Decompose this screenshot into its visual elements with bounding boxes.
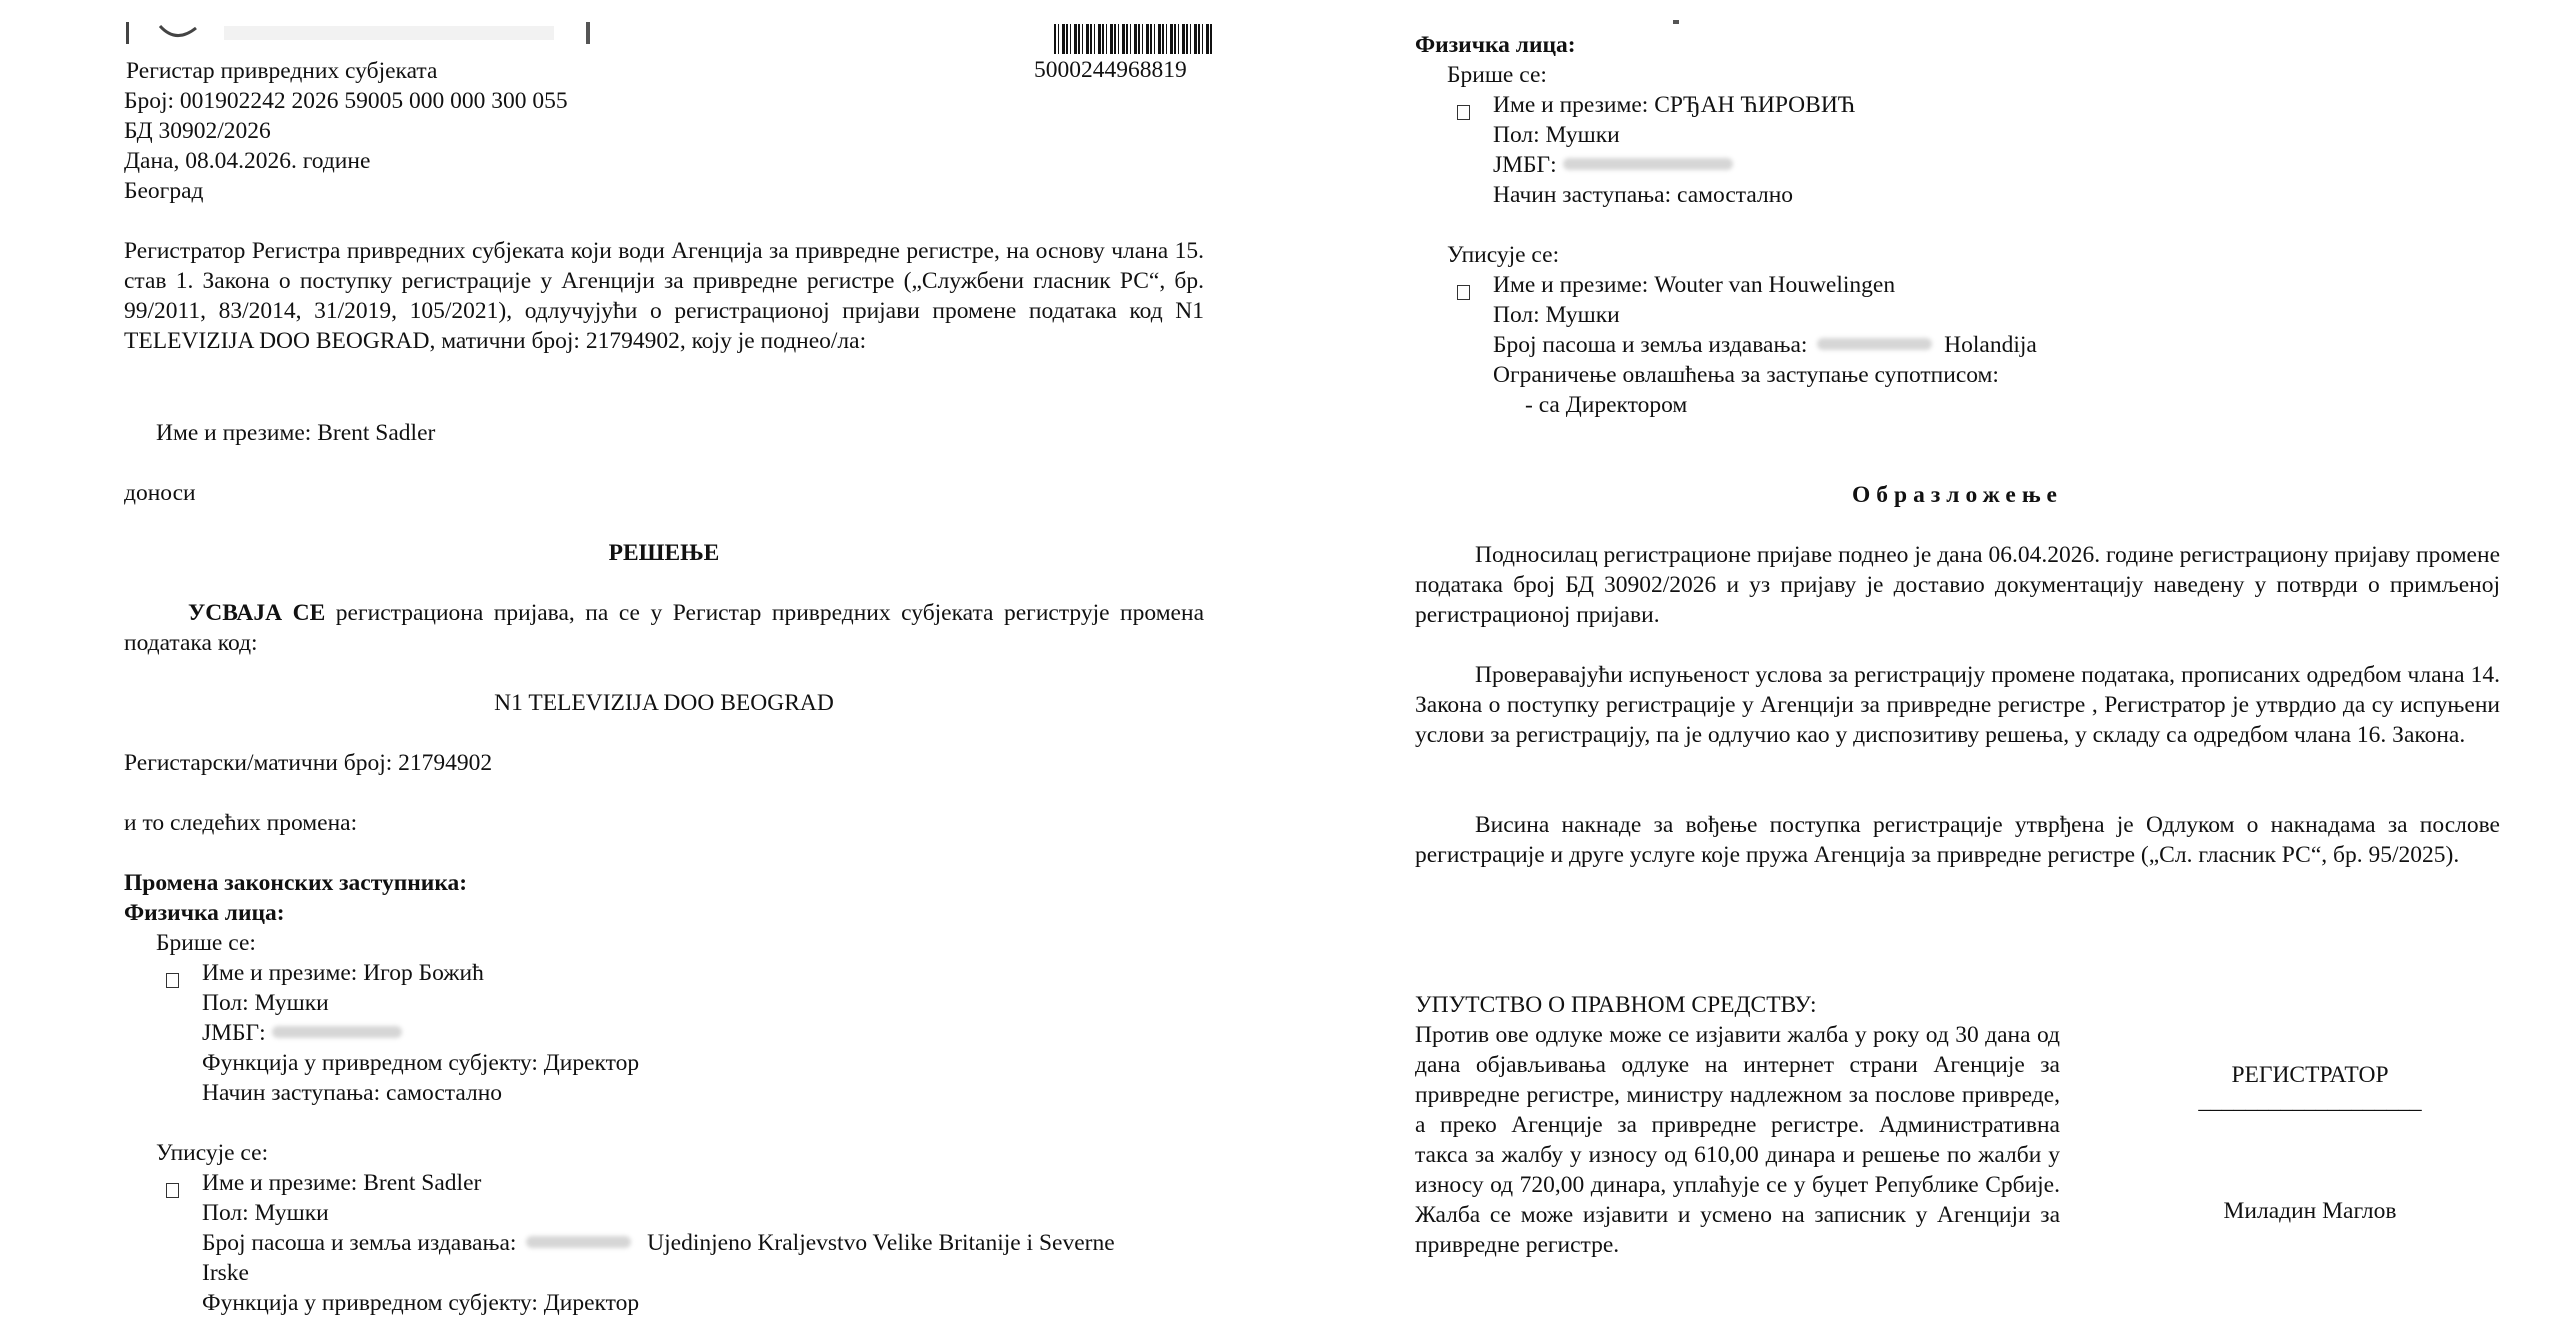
document-number: Број: 001902242 2026 59005 000 000 300 055	[124, 88, 568, 114]
decision-text: регистрациона пријава, па се у Регистар привредних субјеката региструје промена података код:	[124, 600, 1204, 656]
added-gender: Пол: Мушки	[1493, 302, 1620, 328]
persons-title: Физичка лица:	[124, 900, 285, 926]
cosign-director: - са Директором	[1525, 392, 1688, 418]
barcode-number: 5000244968819	[1034, 57, 1187, 83]
passport-label: Број пасоша и земља издавања:	[202, 1230, 517, 1256]
bullet-icon	[1457, 97, 1470, 127]
removed-function: Функција у привредном субјекту: Директор	[202, 1050, 640, 1076]
passport-country: Holandija	[1944, 332, 2037, 358]
removed-gender: Пол: Мушки	[1493, 122, 1620, 148]
decision-title: РЕШЕЊЕ	[608, 540, 720, 566]
passport-country: Ujedinjeno Kraljevstvo Velike Britanije i Severne	[647, 1230, 1115, 1256]
removed-heading: Брише се:	[156, 930, 256, 956]
section-title: Промена законских заступника:	[124, 870, 468, 896]
added-passport	[202, 1228, 1115, 1258]
changes-intro: и то следећих промена:	[124, 810, 358, 836]
bullet-icon	[166, 965, 179, 995]
removed-jmbg	[202, 1018, 402, 1048]
jmbg-label: ЈМБГ:	[1493, 152, 1557, 178]
removed-gender: Пол: Мушки	[202, 990, 329, 1016]
legal-remedy-text: Против ове одлуке може се изјавити жалба у року од 30 дана од дана објављивања одлуке на интернет страни Агенције за привредне регистре, министру надлежном за послове привреде, а преко Агенције за привредне регистре. Административна такса за жалбу у износу од 610,00 динара и решење по жалби у износу од 720,00 динара, уплаћује се у буџет Републике Србије. Жалба се може изјавити и усмено на записник у Агенцији за привредне регистре.	[1415, 1022, 2060, 1258]
cutoff-mark	[1673, 20, 1679, 24]
redacted-passport	[526, 1236, 631, 1248]
bd-number: БД 30902/2026	[124, 118, 271, 144]
removed-representation: Начин заступања: самостално	[202, 1080, 503, 1106]
added-passport	[1493, 330, 2037, 360]
intro-paragraph: Регистратор Регистра привредних субјеката који води Агенција за привредне регистре, на основу члана 15. став 1. Закона о поступку регистрације у Агенцији за привредне регистре („Службени гласник РС“, бр. 99/2011, 83/2014, 31/2019, 105/2021), одлучујући о регистрационој пријави промене података код N1 TELEVIZIJA DOO BEOGRAD, матични број: 21794902, коју је поднео/ла:	[124, 238, 1204, 354]
cosign-limitation: Ограничење овлашћења за заступање супотписом:	[1493, 362, 1999, 388]
decision-lead: УСВАЈА СЕ	[188, 600, 326, 626]
reasoning-paragraph-2: Проверавајући испуњеност услова за регистрацију промене података, прописаних одредбом члана 14. Закона о поступку регистрације у Агенцији за привредне регистре , Регистратор је утврдио да су испуњени услови за регистрацију, па је одлучио као у диспозитиву решења, у складу са одредбом члана 16. Закона.	[1415, 662, 2500, 748]
added-gender: Пол: Мушки	[202, 1200, 329, 1226]
company-name: N1 TELEVIZIJA DOO BEOGRAD	[494, 690, 834, 716]
registrar-title: РЕГИСТРАТОР	[2231, 1062, 2389, 1088]
legal-remedy-title: УПУТСТВО О ПРАВНОМ СРЕДСТВУ:	[1415, 992, 1817, 1018]
document-city: Београд	[124, 178, 204, 204]
added-function: Функција у привредном субјекту: Директор	[202, 1290, 640, 1316]
registration-number: Регистарски/матични број: 21794902	[124, 750, 493, 776]
jmbg-label: ЈМБГ:	[202, 1020, 266, 1046]
redacted-jmbg	[1563, 158, 1733, 170]
decision-paragraph	[124, 598, 1204, 658]
passport-country-continued: Irske	[202, 1260, 249, 1286]
removed-name: Име и презиме: Игор Божић	[202, 960, 484, 986]
applicant-name: Име и презиме: Brent Sadler	[156, 420, 436, 446]
added-name: Име и презиме: Wouter van Houwelingen	[1493, 272, 1896, 298]
left-page	[124, 0, 1212, 1325]
registrar-name: Миладин Маглов	[2223, 1198, 2397, 1224]
signature-line: ___________________	[2198, 1088, 2422, 1114]
removed-representation: Начин заступања: самостално	[1493, 182, 1794, 208]
document-date: Дана, 08.04.2026. године	[124, 148, 371, 174]
bullet-icon	[166, 1175, 179, 1205]
reasoning-title: Образложење	[1852, 482, 2063, 508]
added-heading: Уписује се:	[156, 1140, 269, 1166]
right-page	[1415, 0, 2505, 1325]
removed-jmbg	[1493, 150, 1733, 180]
barcode	[1054, 24, 1212, 54]
added-heading: Уписује се:	[1447, 242, 1560, 268]
added-name: Име и презиме: Brent Sadler	[202, 1170, 482, 1196]
reasoning-paragraph-1: Подносилац регистрационе пријаве поднео је дана 06.04.2026. године регистрациону пријаву промене података број БД 30902/2026 и уз пријаву је доставио документацију наведену у потврди о примљеној регистрационој пријави.	[1415, 542, 2500, 628]
redacted-jmbg	[272, 1026, 402, 1038]
passport-label: Број пасоша и земља издавања:	[1493, 332, 1808, 358]
donosi-text: доноси	[124, 480, 196, 506]
logo-fragment	[124, 0, 594, 48]
removed-name: Име и презиме: СРЂАН ЋИРОВИЋ	[1493, 92, 1856, 118]
reasoning-paragraph-3: Висина накнаде за вођење поступка регистрације утврђена је Одлуком о накнадама за послове регистрације и друге услуге које пружа Агенција за привредне регистре („Сл. гласник РС“, бр. 95/2025).	[1415, 812, 2500, 868]
persons-title: Физичка лица:	[1415, 32, 1576, 58]
redacted-passport	[1817, 338, 1932, 350]
registry-name: Регистар привредних субјеката	[126, 58, 438, 84]
removed-heading: Брише се:	[1447, 62, 1547, 88]
bullet-icon	[1457, 277, 1470, 307]
